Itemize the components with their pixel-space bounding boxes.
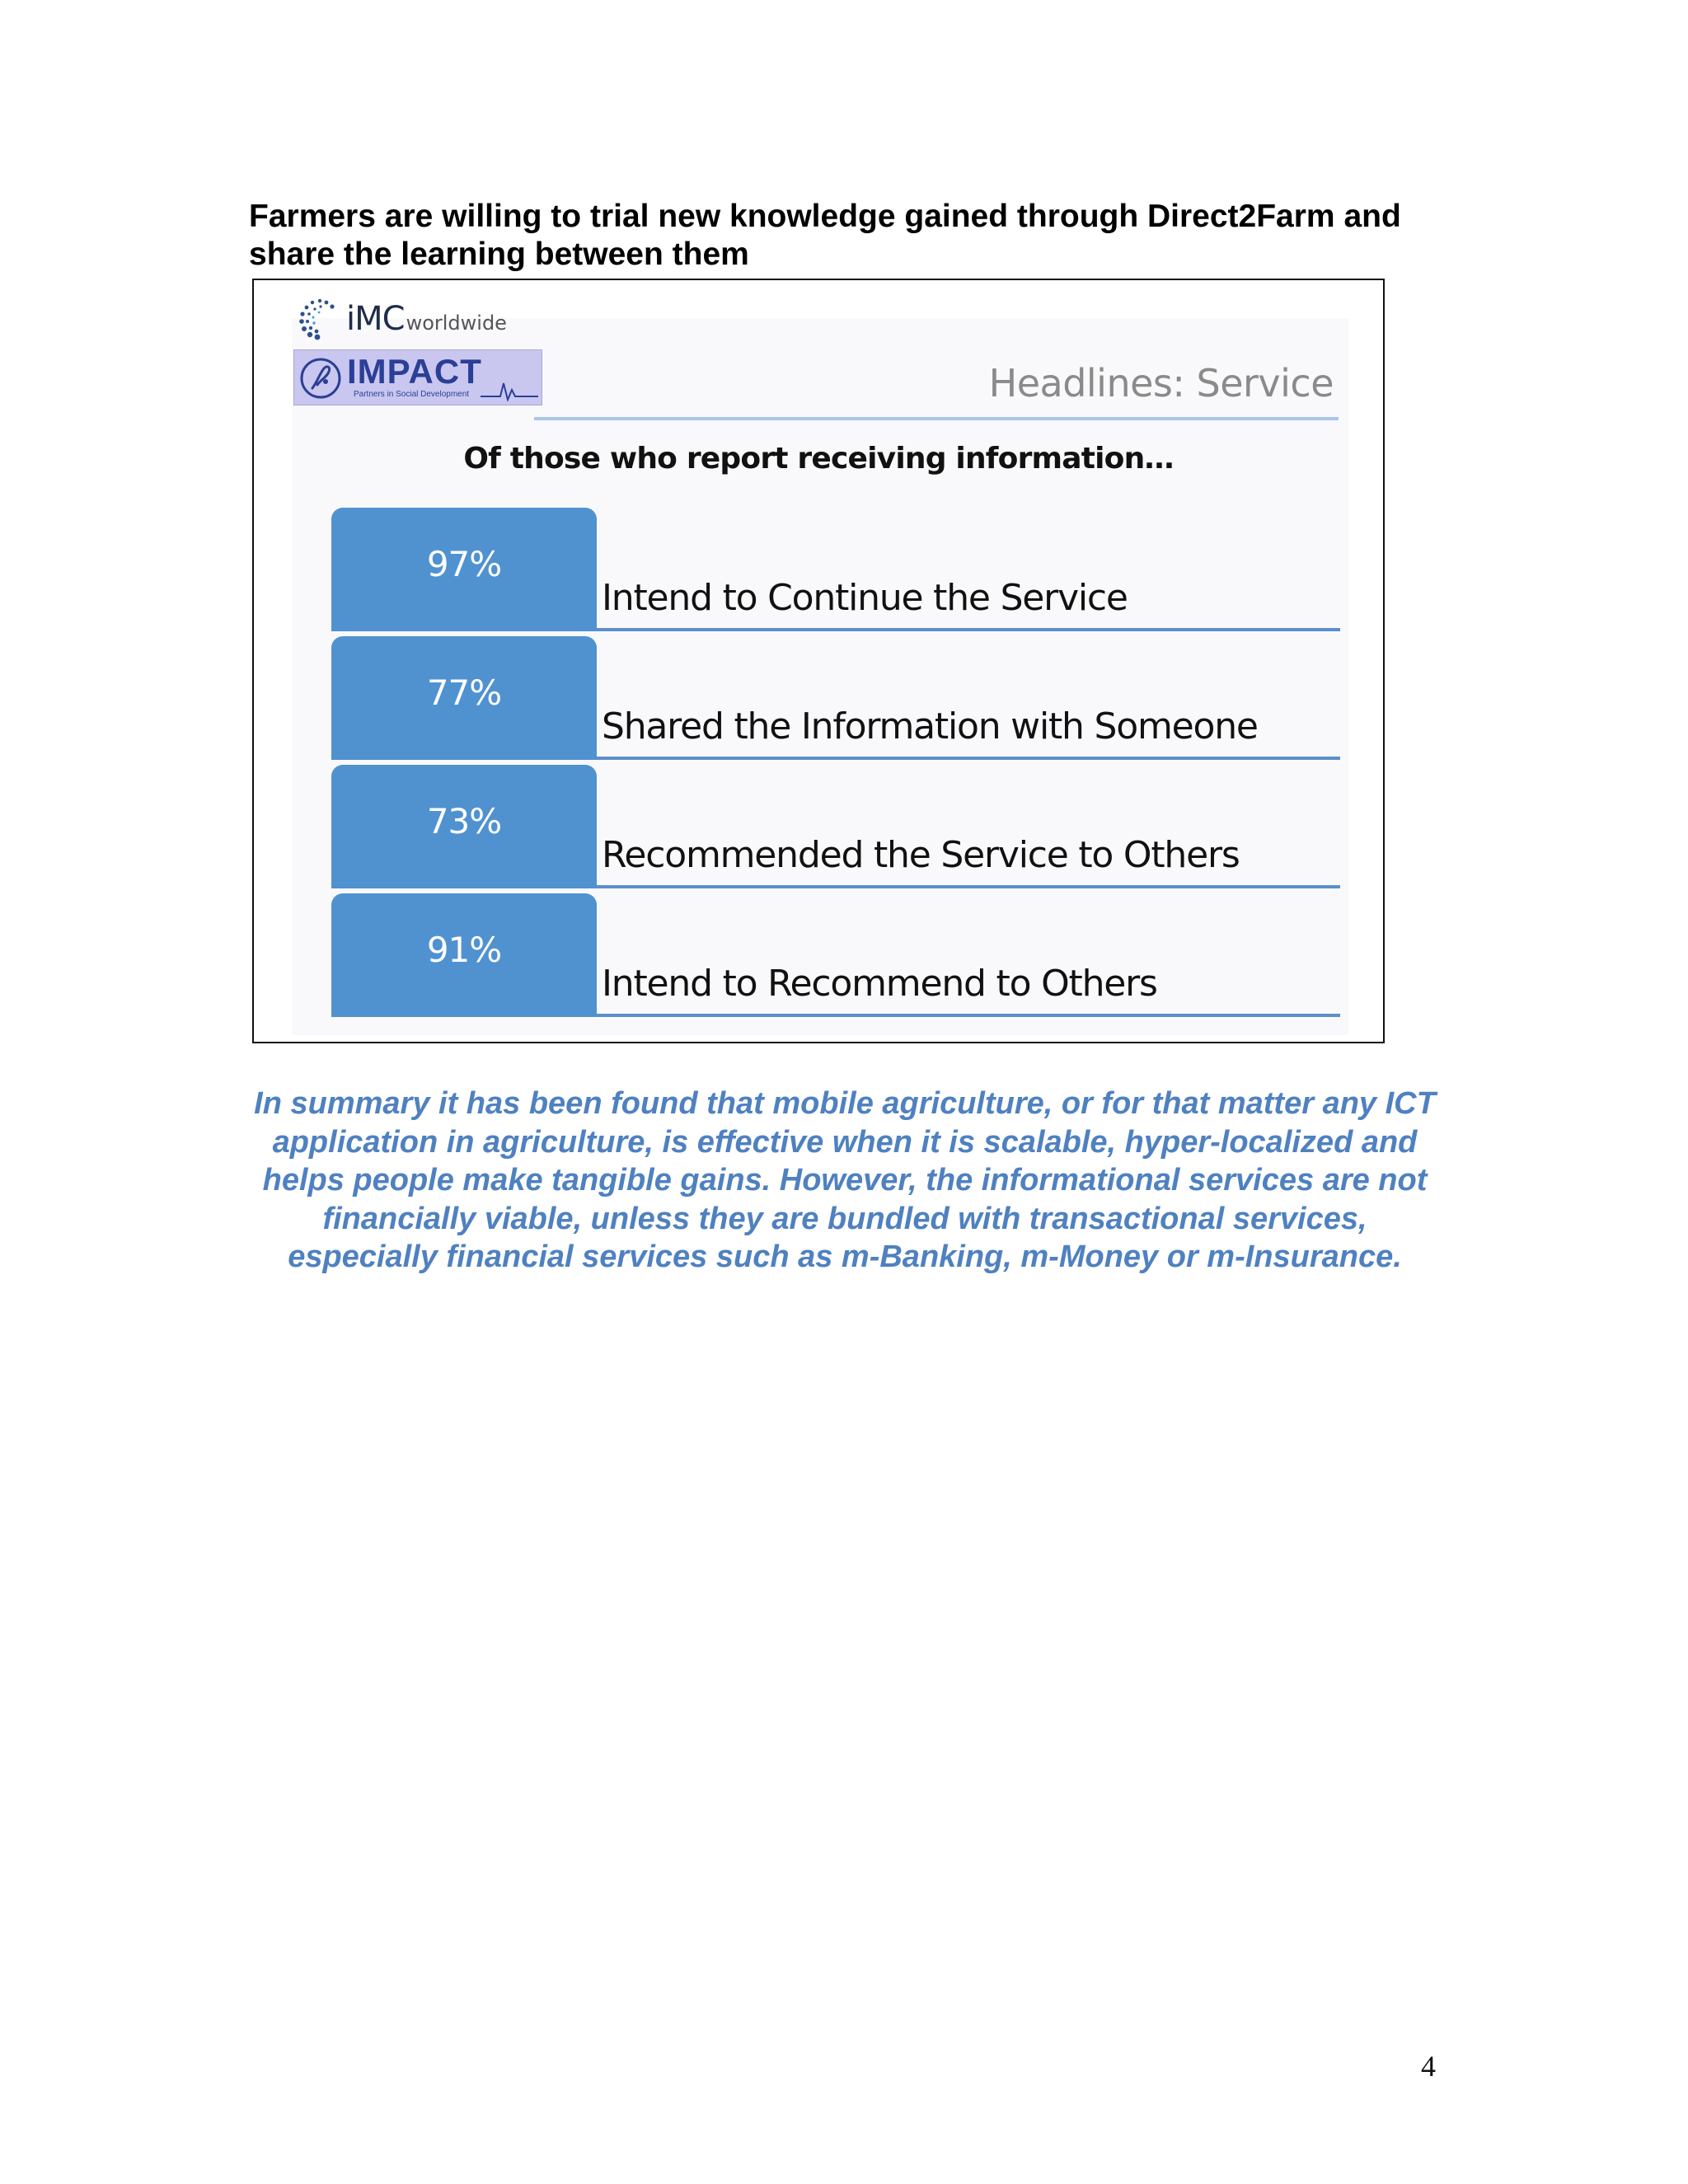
stat-underline	[597, 628, 1340, 631]
stat-value-box	[331, 893, 597, 1017]
impact-emblem-icon	[299, 357, 342, 400]
stat-value-box	[331, 636, 597, 760]
page-number: 4	[1421, 2050, 1436, 2083]
stat-row	[331, 636, 1340, 765]
stat-value: 91%	[426, 930, 502, 970]
stat-label: Shared the Information with Someone	[602, 705, 1258, 748]
stat-label: Intend to Continue the Service	[602, 577, 1128, 619]
title-underline	[534, 417, 1339, 420]
stats-list	[331, 508, 1340, 1022]
impact-tagline: Partners in Social Development	[354, 390, 470, 399]
slide-subtitle: Of those who report receiving information…	[463, 442, 1174, 476]
stat-value: 97%	[426, 544, 502, 584]
imc-worldwide-logo	[295, 290, 507, 348]
stat-underline	[597, 757, 1340, 760]
slide-figure	[252, 279, 1385, 1043]
stat-row	[331, 765, 1340, 893]
stat-row	[331, 893, 1340, 1022]
impact-logo	[293, 349, 542, 405]
impact-wordmark: IMPACT	[347, 352, 482, 391]
imc-suffix: worldwide	[406, 312, 507, 335]
summary-paragraph: In summary it has been found that mobile agriculture, or for that matter any ICT application in agriculture, is effective when it is scalable, hyper-localized and helps people make tangible gains. However, the informational services are not financially viable, unless they are bundled with transactional services, especially financial services such as m-Banking, m-Money or m-Insurance.	[254, 1086, 1436, 1274]
imc-wordmark	[346, 300, 507, 338]
stat-value: 77%	[426, 673, 502, 713]
stat-value: 73%	[426, 801, 502, 841]
pulse-line-icon	[481, 378, 538, 401]
stat-label: Recommended the Service to Others	[602, 834, 1240, 876]
imc-name: iMC	[346, 300, 405, 338]
imc-globe-icon	[295, 294, 345, 344]
slide-title: Headlines: Service	[988, 361, 1334, 405]
stat-row	[331, 508, 1340, 636]
stat-label: Intend to Recommend to Others	[602, 963, 1157, 1005]
stat-underline	[597, 1014, 1340, 1017]
stat-value-box	[331, 508, 597, 631]
stat-underline	[597, 885, 1340, 888]
section-heading: Farmers are willing to trial new knowledge gained through Direct2Farm and share the learning between them	[249, 199, 1401, 272]
stat-value-box	[331, 765, 597, 888]
